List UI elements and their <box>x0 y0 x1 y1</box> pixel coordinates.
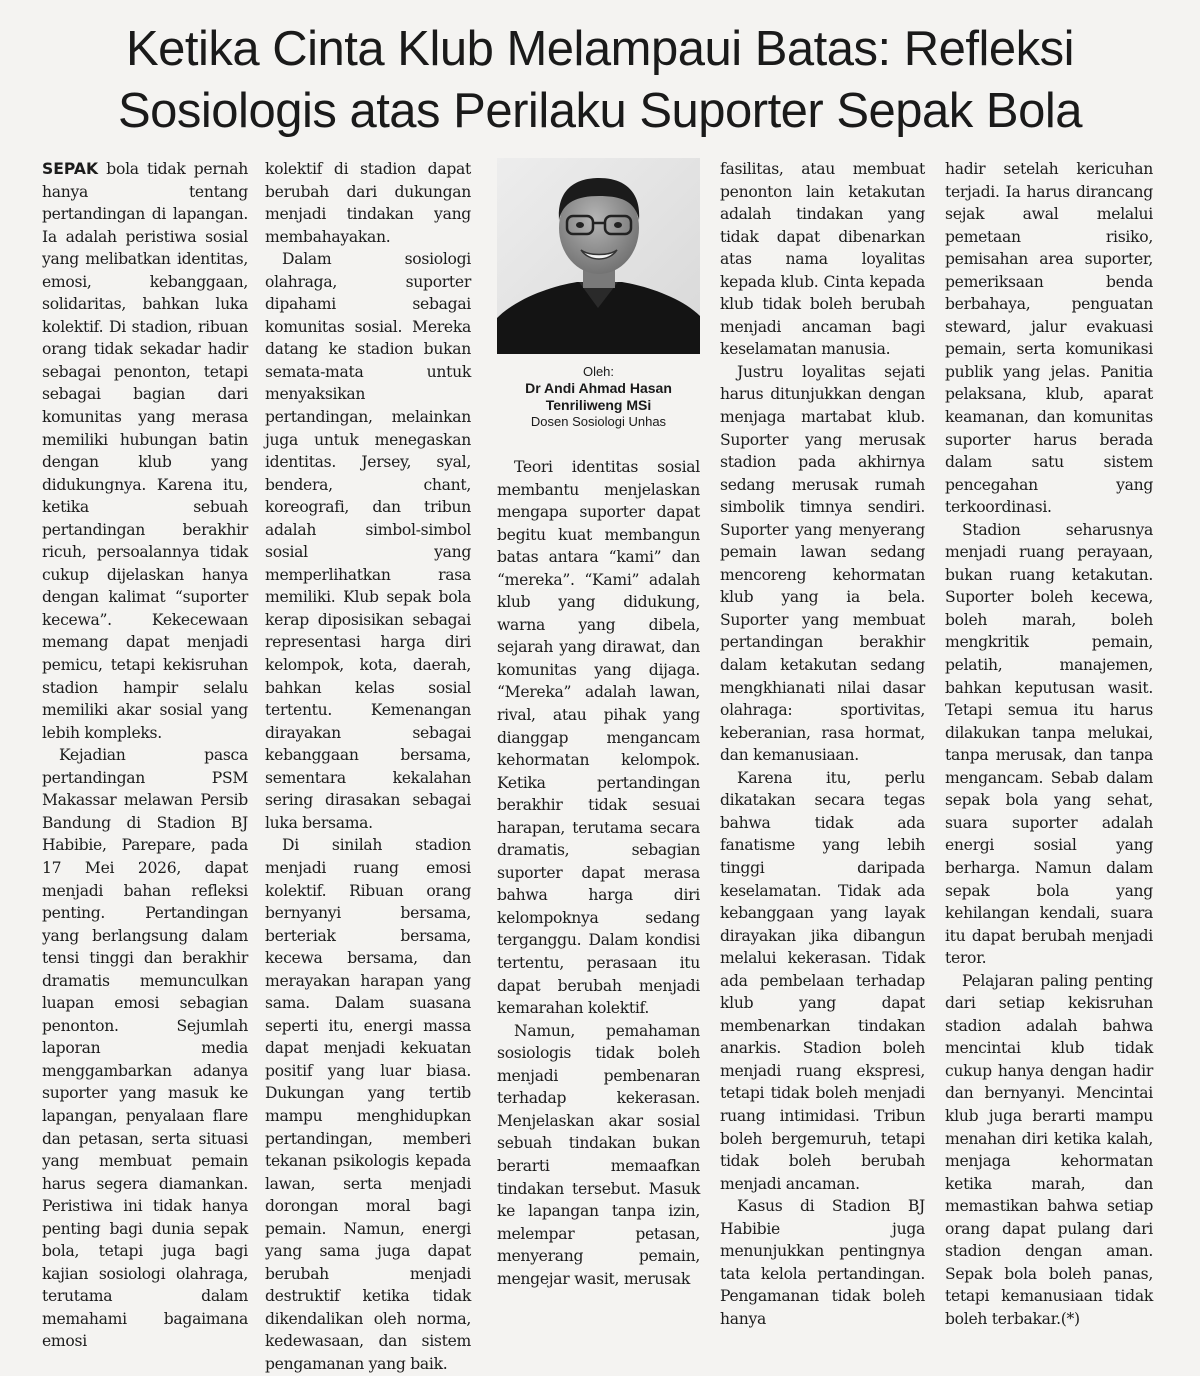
article-column-2 <box>265 158 471 1376</box>
paragraph: kolektif di stadion dapat berubah dari dukungan menjadi tindakan yang membahayakan. <box>265 160 471 246</box>
paragraph: Karena itu, perlu dikatakan secara tegas bahwa tidak ada fanatisme yang lebih tinggi daripada keselamatan. Tidak ada kebanggaan yang layak dirayakan jika dibangun melalui kekerasan. Tidak ada pembelaan terhadap klub yang dapat membenarkan tindakan anarkis. Stadion boleh menjadi ruang ekspresi, tetapi tidak boleh menjadi ruang intimidasi. Tribun boleh bergemuruh, tetapi tidak boleh berubah menjadi ancaman. <box>720 768 925 1193</box>
paragraph: Kasus di Stadion BJ Habibie juga menunjukkan pentingnya tata kelola pertandingan. Pengamanan tidak boleh hanya <box>720 1197 925 1328</box>
author-name-line-1: Dr Andi Ahmad Hasan <box>525 380 672 396</box>
headline-line-1: Ketika Cinta Klub Melampaui Batas: Refleksi <box>125 22 1075 76</box>
headline-line-2: Sosiologis atas Perilaku Suporter Sepak Bola <box>117 84 1082 138</box>
paragraph: Kejadian pasca pertandingan PSM Makassar melawan Persib Bandung di Stadion BJ Habibie, Parepare, pada 17 Mei 2026, dapat menjadi bahan refleksi penting. Pertandingan yang berlangsung dalam tensi tinggi dan berakhir dramatis memunculkan luapan emosi sebagian penonton. Sejumlah laporan media menggambarkan adanya suporter yang masuk ke lapangan, penyalaan flare dan petasan, serta situasi yang membuat pemain harus segera diamankan. Peristiwa ini tidak hanya penting bagi dunia sepak bola, tetapi juga bagi kajian sosiologi olahraga, terutama dalam memahami bagaimana emosi <box>42 746 248 1351</box>
article-column-5 <box>945 158 1153 1330</box>
paragraph: Dalam sosiologi olahraga, suporter dipahami sebagai komunitas sosial. Mereka datang ke stadion bukan semata-mata untuk menyaksikan pertandingan, melainkan juga untuk menegaskan identitas. Jersey, syal, bendera, chant, koreografi, dan tribun adalah simbol-simbol sosial yang memperlihatkan rasa memiliki. Klub sepak bola kerap diposisikan sebagai representasi harga diri kelompok, kota, daerah, bahkan kelas sosial tertentu. Kemenangan dirayakan sebagai kebanggaan bersama, sementara kekalahan sering dirasakan sebagai luka bersama. <box>265 250 471 832</box>
paragraph: hadir setelah kericuhan terjadi. Ia harus dirancang sejak awal melalui pemetaan risiko, pemisahan area suporter, pemeriksaan benda berbahaya, penguatan steward, jalur evakuasi pemain, serta komunikasi publik yang jelas. Panitia pelaksana, klub, aparat keamanan, dan komunitas suporter harus berada dalam satu sistem pencegahan yang terkoordinasi. <box>945 160 1153 517</box>
paragraph: SEPAK bola tidak pernah hanya tentang pertandingan di lapangan. Ia adalah peristiwa sosial yang melibatkan identitas, emosi, kebanggaan, solidaritas, bahkan luka kolektif. Di stadion, ribuan orang tidak sekadar hadir sebagai penonton, tetapi sebagai bagian dari komunitas yang merasa memiliki hubungan batin dengan klub yang didukungnya. Karena itu, ketika sebuah pertandingan berakhir ricuh, persoalannya tidak cukup dijelaskan hanya dengan kalimat “suporter kecewa”. Kekecewaan memang dapat menjadi pemicu, tetapi kekisruhan stadion hampir selalu memiliki akar sosial yang lebih kompleks. <box>42 160 248 742</box>
author-photo <box>497 158 700 354</box>
author-byline <box>497 364 700 430</box>
paragraph: Stadion seharusnya menjadi ruang perayaan, bukan ruang ketakutan. Suporter boleh kecewa, boleh marah, boleh mengkritik pemain, pelatih, manajemen, bahkan keputusan wasit. Tetapi semua itu harus dilakukan tanpa melukai, tanpa merusak, dan tanpa mengancam. Sebab dalam sepak bola yang sehat, suara suporter adalah energi sosial yang berharga. Namun dalam sepak bola yang kehilangan kendali, suara itu dapat berubah menjadi teror. <box>945 520 1153 968</box>
headline <box>0 18 1200 142</box>
author-title: Dosen Sosiologi Unhas <box>530 414 667 429</box>
author-name-line-2: Tenriliweng MSi <box>545 397 652 413</box>
dropcap-lead-word: SEPAK <box>42 160 99 178</box>
paragraph: Justru loyalitas sejati harus ditunjukkan dengan menjaga martabat klub. Suporter yang merusak stadion pada akhirnya sedang merusak rumah simbolik timnya sendiri. Suporter yang menyerang pemain lawan sedang mencoreng kehormatan klub yang ia bela. Suporter yang membuat pertandingan berakhir dalam ketakutan sedang mengkhianati nilai dasar olahraga: sportivitas, keberanian, rasa hormat, dan kemanusiaan. <box>720 362 925 765</box>
paragraph: Teori identitas sosial membantu menjelaskan mengapa suporter dapat begitu kuat membangun batas antara “kami” dan “mereka”. “Kami” adalah klub yang didukung, warna yang dibela, sejarah yang dirawat, dan komunitas yang dijaga. “Mereka” adalah lawan, rival, atau pihak yang dianggap mengancam kehormatan kelompok. Ketika pertandingan berakhir tidak sesuai harapan, terutama secara dramatis, sebagian suporter dapat merasa bahwa harga diri kelompoknya sedang terganggu. Dalam kondisi tertentu, perasaan itu dapat berubah menjadi kemarahan kolektif. <box>497 458 700 1018</box>
author-portrait-image <box>497 158 700 354</box>
paragraph: Di sinilah stadion menjadi ruang emosi kolektif. Ribuan orang bernyanyi bersama, berteriak bersama, kecewa bersama, dan merayakan harapan yang sama. Dalam suasana seperti itu, energi massa dapat menjadi kekuatan positif yang luar biasa. Dukungan yang tertib mampu menghidupkan pertandingan, memberi tekanan psikologis kepada lawan, serta menjadi dorongan moral bagi pemain. Namun, energi yang sama juga dapat berubah menjadi destruktif ketika tidak dikendalikan oleh norma, kedewasaan, dan sistem pengamanan yang baik. <box>265 836 471 1373</box>
article-column-4 <box>720 158 925 1330</box>
paragraph: Namun, pemahaman sosiologis tidak boleh menjadi pembenaran terhadap kekerasan. Menjelaskan akar sosial sebuah tindakan bukan berarti memaafkan tindakan tersebut. Masuk ke lapangan tanpa izin, melempar petasan, menyerang pemain, mengejar wasit, merusak <box>497 1021 700 1288</box>
paragraph: Pelajaran paling penting dari setiap kekisruhan stadion adalah bahwa mencintai klub tidak cukup hanya dengan hadir dan bernyanyi. Mencintai klub juga berarti mampu menahan diri ketika kalah, menjaga kehormatan ketika marah, dan memastikan bahwa setiap orang dapat pulang dari stadion dengan aman. Sepak bola boleh panas, tetapi kemanusiaan tidak boleh terbakar.(*) <box>945 971 1153 1328</box>
byline-oleh: Oleh: <box>582 364 615 379</box>
paragraph: fasilitas, atau membuat penonton lain ketakutan adalah tindakan yang tidak dapat dibenarkan atas nama loyalitas kepada klub. Cinta kepada klub tidak boleh berubah menjadi ancaman bagi keselamatan manusia. <box>720 160 925 359</box>
article-column-3 <box>497 456 700 1290</box>
